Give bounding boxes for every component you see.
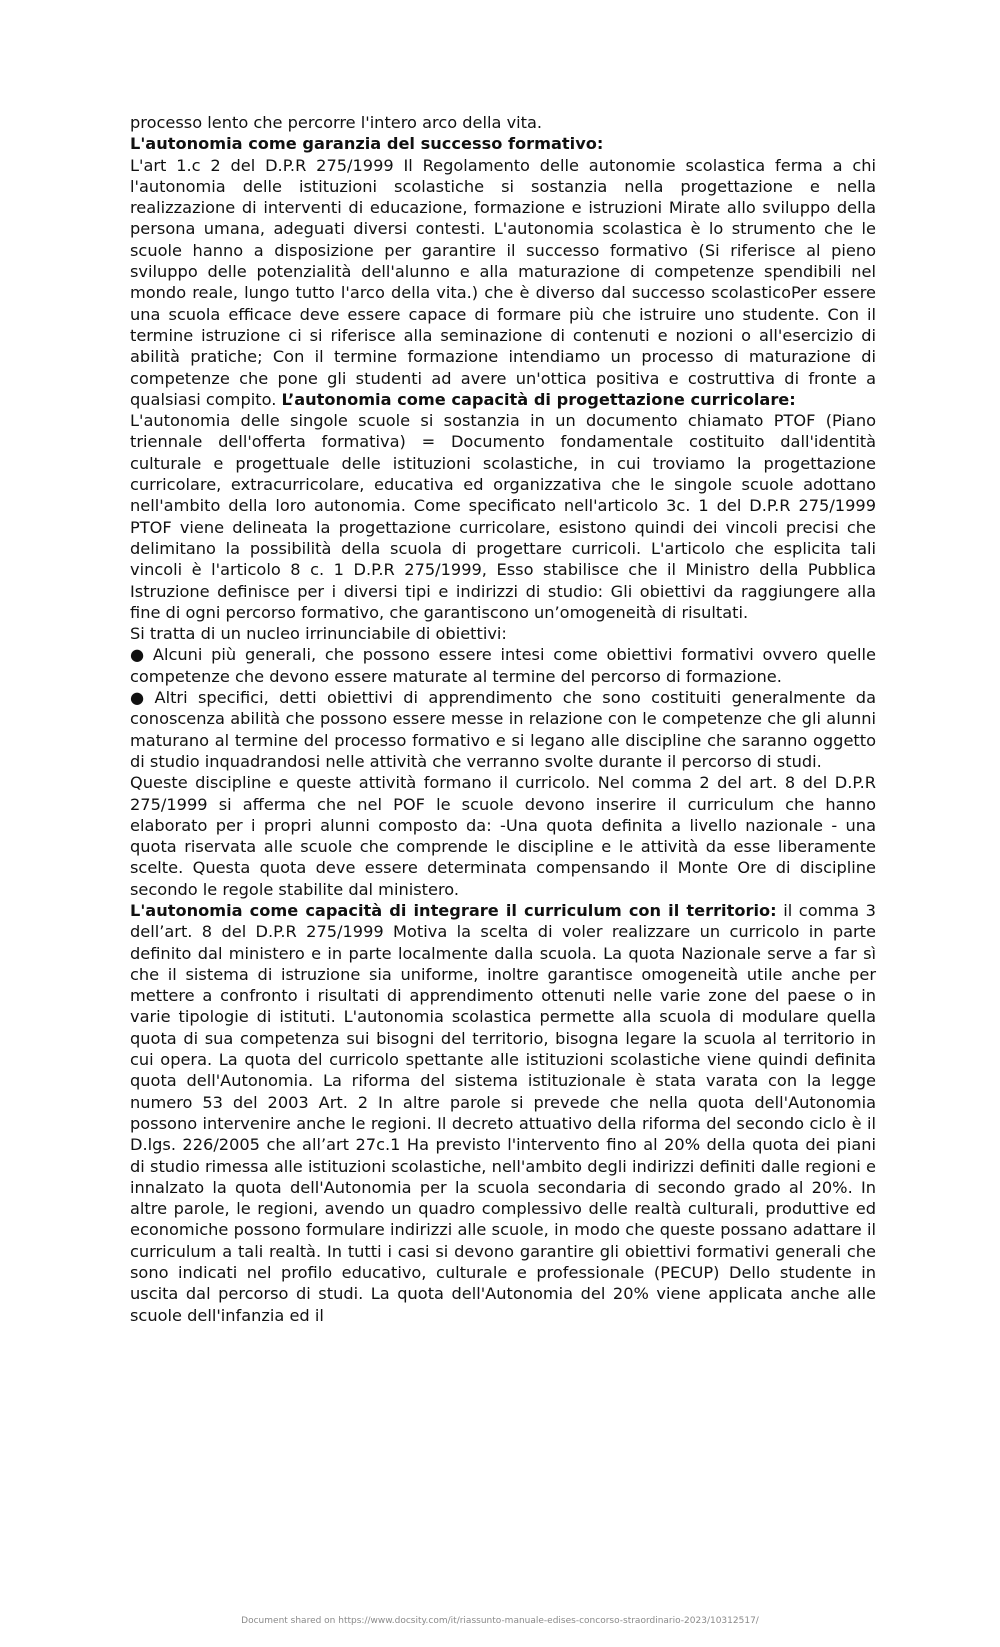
section-heading-inline: L'autonomia come capacità di integrare il curriculum con il territorio:: [130, 900, 777, 920]
paragraph: processo lento che percorre l'intero arco della vita.: [130, 113, 543, 132]
section-heading: [130, 133, 876, 154]
paragraph-text: L'art 1.c 2 del D.P.R 275/1999 Il Regolamento delle autonomie scolastica ferma a chi l'autonomia delle istituzioni scolastiche si sostanzia nella progettazione e nella realizzazione di interventi di educazione, formazione e istruzioni Mirate allo sviluppo della persona umana, adeguati diversi contesti. L'autonomia scolastica è lo strumento che le scuole hanno a disposizione per garantire il successo formativo (Si riferisce al pieno sviluppo delle potenzialità dell'alunno e alla maturazione di competenze spendibili nel mondo reale, lungo tutto l'arco della vita.) che è diverso dal successo scolasticoPer essere una scuola efficace deve essere capace di formare più che istruire uno studente. Con il termine istruzione ci si riferisce alla seminazione di contenuti e nozioni o all'esercizio di abilità pratiche; Con il termine formazione intendiamo un processo di maturazione di competenze che pone gli studenti ad avere un'ottica positiva e costruttiva di fronte a qualsiasi compito.: [130, 155, 876, 409]
list-item: [130, 644, 876, 687]
paragraph: [130, 155, 876, 411]
paragraph: [130, 900, 876, 1326]
paragraph: Si tratta di un nucleo irrinunciabile di obiettivi:: [130, 624, 507, 644]
document-body: [130, 112, 876, 1326]
heading-text: L'autonomia come garanzia del successo formativo:: [130, 134, 604, 154]
section-heading-inline: L’autonomia come capacità di progettazione curricolare:: [281, 389, 796, 409]
page-footer: Document shared on https://www.docsity.com/it/riassunto-manuale-edises-concorso-straordinario-2023/10312517/: [241, 1616, 759, 1626]
list-item-text: Altri specifici, detti obiettivi di apprendimento che sono costituiti generalmente da conoscenza abilità che possono essere messe in relazione con le competenze che gli alunni maturano al termine del processo formativo e si legano alle discipline che saranno oggetto di studio inquadrandosi nelle attività che verranno svolte durante il percorso di studi.: [130, 688, 876, 771]
paragraph-text: il comma 3 dell’art. 8 del D.P.R 275/1999 Motiva la scelta di voler realizzare un curricolo in parte definito dal ministero e in parte localmente dalla scuola. La quota Nazionale serve a far sì che il sistema di istruzione sia uniforme, inoltre garantisce omogeneità utile anche per mettere a confronto i risultati di apprendimento ottenuti nelle varie zone del paese o in varie tipologie di istituti. L'autonomia scolastica permette alla scuola di modulare quella quota di sua competenza sui bisogni del territorio, bisogna legare la scuola al territorio in cui opera. La quota del curricolo spettante alle istituzioni scolastiche viene quindi definita quota dell'Autonomia. La riforma del sistema istituzionale è stata varata con la legge numero 53 del 2003 Art. 2 In altre parole si prevede che nella quota dell'Autonomia possono intervenire anche le regioni. Il decreto attuativo della riforma del secondo ciclo è il D.lgs. 226/2005 che all’art 27c.1 Ha previsto l'intervento fino al 20% della quota dei piani di studio rimessa alle istituzioni scolastiche, nell'ambito degli indirizzi definiti dalle regioni e innalzato la quota dell'Autonomia per la scuola secondaria di secondo grado al 20%. In altre parole, le regioni, avendo un quadro complessivo delle realtà culturali, produttive ed economiche possono formulare indirizzi alle scuole, in modo che queste possano adattare il curriculum a tali realtà. In tutti i casi si devono garantire gli obiettivi formativi generali che sono indicati nel profilo educativo, culturale e professionale (PECUP) Dello studente in uscita dal percorso di studi. La quota dell'Autonomia del 20% viene applicata anche alle scuole dell'infanzia ed il: [130, 900, 876, 1325]
bullet-icon: ●: [130, 688, 145, 708]
bullet-icon: ●: [130, 645, 145, 665]
list-item-text: Alcuni più generali, che possono essere intesi come obiettivi formativi ovvero quelle competenze che devono essere maturate al termine del percorso di formazione.: [130, 645, 877, 686]
paragraph: L'autonomia delle singole scuole si sostanzia in un documento chiamato PTOF (Piano triennale dell'offerta formativa) = Documento fondamentale costituito dall'identità culturale e progettuale delle istituzioni scolastiche, in cui troviamo la progettazione curricolare, extracurricolare, educativa ed organizzativa che le singole scuole adottano nell'ambito della loro autonomia. Come specificato nell'articolo 3c. 1 del D.P.R 275/1999 PTOF viene delineata la progettazione curricolare, esistono quindi dei vincoli precisi che delimitano la possibilità della scuola di progettare curricoli. L'articolo che esplicita tali vincoli è l'articolo 8 c. 1 D.P.R 275/1999, Esso stabilisce che il Ministro della Pubblica Istruzione definisce per i diversi tipi e indirizzi di studio: Gli obiettivi da raggiungere alla fine di ogni percorso formativo, che garantiscono un’omogeneità di risultati.: [130, 411, 876, 622]
paragraph: Queste discipline e queste attività formano il curricolo. Nel comma 2 del art. 8 del D.P.R 275/1999 si afferma che nel POF le scuole devono inserire il curriculum che hanno elaborato per i propri alunni composto da: -Una quota definita a livello nazionale - una quota riservata alle scuole che comprende le discipline e le attività da esse liberamente scelte. Questa quota deve essere determinata compensando il Monte Ore di discipline secondo le regole stabilite dal ministero.: [130, 773, 876, 899]
list-item: [130, 687, 876, 772]
